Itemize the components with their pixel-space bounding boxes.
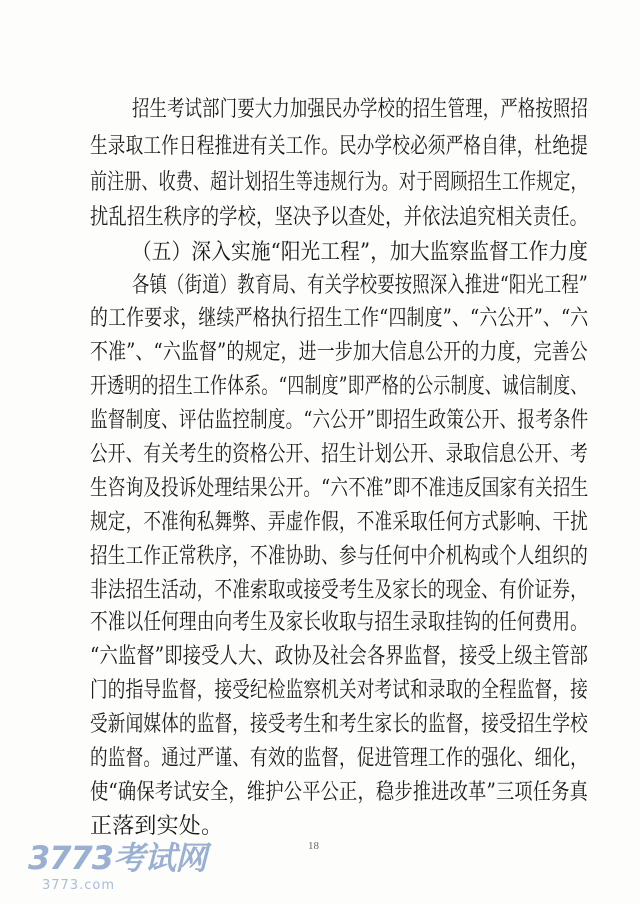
document-line: 招生工作正常秩序，不准协助、参与任何中介机构或个人组织的 [90,544,588,569]
document-line: 的工作要求，继续严格执行招生工作“四制度”、“六公开”、“六 [90,306,589,331]
document-line: 生咨询及投诉处理结果公开。“六不准”即不准违反国家有关招生 [90,476,589,501]
document-line: 不准以任何理由向考生及家长收取与招生录取挂钩的任何费用。 [90,610,588,635]
document-line: 的监督。通过严谨、有效的监督，促进管理工作的强化、细化， [90,746,588,771]
document-line: 不准”、“六监督”的规定，进一步加大信息公开的力度，完善公 [90,340,588,365]
document-line: 受新闻媒体的监督，接受考生和考生家长的监督，接受招生学校 [90,712,588,737]
page-number: 18 [308,840,319,852]
document-line: 各镇（街道）教育局、有关学校要按照深入推进“阳光工程” [132,273,588,298]
watermark-logo-text: 3773考试网 [28,839,207,877]
document-line: 生录取工作日程推进有关工作。民办学校必须严格自律，杜绝提 [90,134,588,159]
document-line: 规定，不准徇私舞弊、弄虚作假，不准采取任何方式影响、干扰 [90,510,588,535]
site-watermark [28,840,228,900]
document-line: 门的指导监督，接受纪检监察机关对考试和录取的全程监督，接 [90,678,588,703]
document-line: 招生考试部门要大力加强民办学校的招生管理，严格按照招 [132,97,588,122]
document-line: 非法招生活动，不准索取或接受考生及家长的现金、有价证券， [90,578,588,603]
watermark-url: 3773.com [42,878,115,893]
document-line: 使“确保考试安全，维护公平公正，稳步推进改革”三项任务真 [90,780,589,805]
document-line: 正落到实处。 [90,814,224,839]
document-line: （五）深入实施“阳光工程”，加大监察监督工作力度 [132,240,589,265]
document-line: 开透明的招生工作体系。“四制度”即严格的公示制度、诚信制度、 [90,374,588,399]
document-line: 扰乱招生秩序的学校，坚决予以查处，并依法追究相关责任。 [90,205,589,230]
document-line: 前注册、收费、超计划招生等违规行为。对于罔顾招生工作规定， [90,170,588,195]
document-line: “六监督”即接受人大、政协及社会各界监督，接受上级主管部 [90,644,589,669]
document-line: 公开、有关考生的资格公开、招生计划公开、录取信息公开、考 [90,442,588,467]
document-line: 监督制度、评估监控制度。“六公开”即招生政策公开、报考条件 [90,408,589,433]
